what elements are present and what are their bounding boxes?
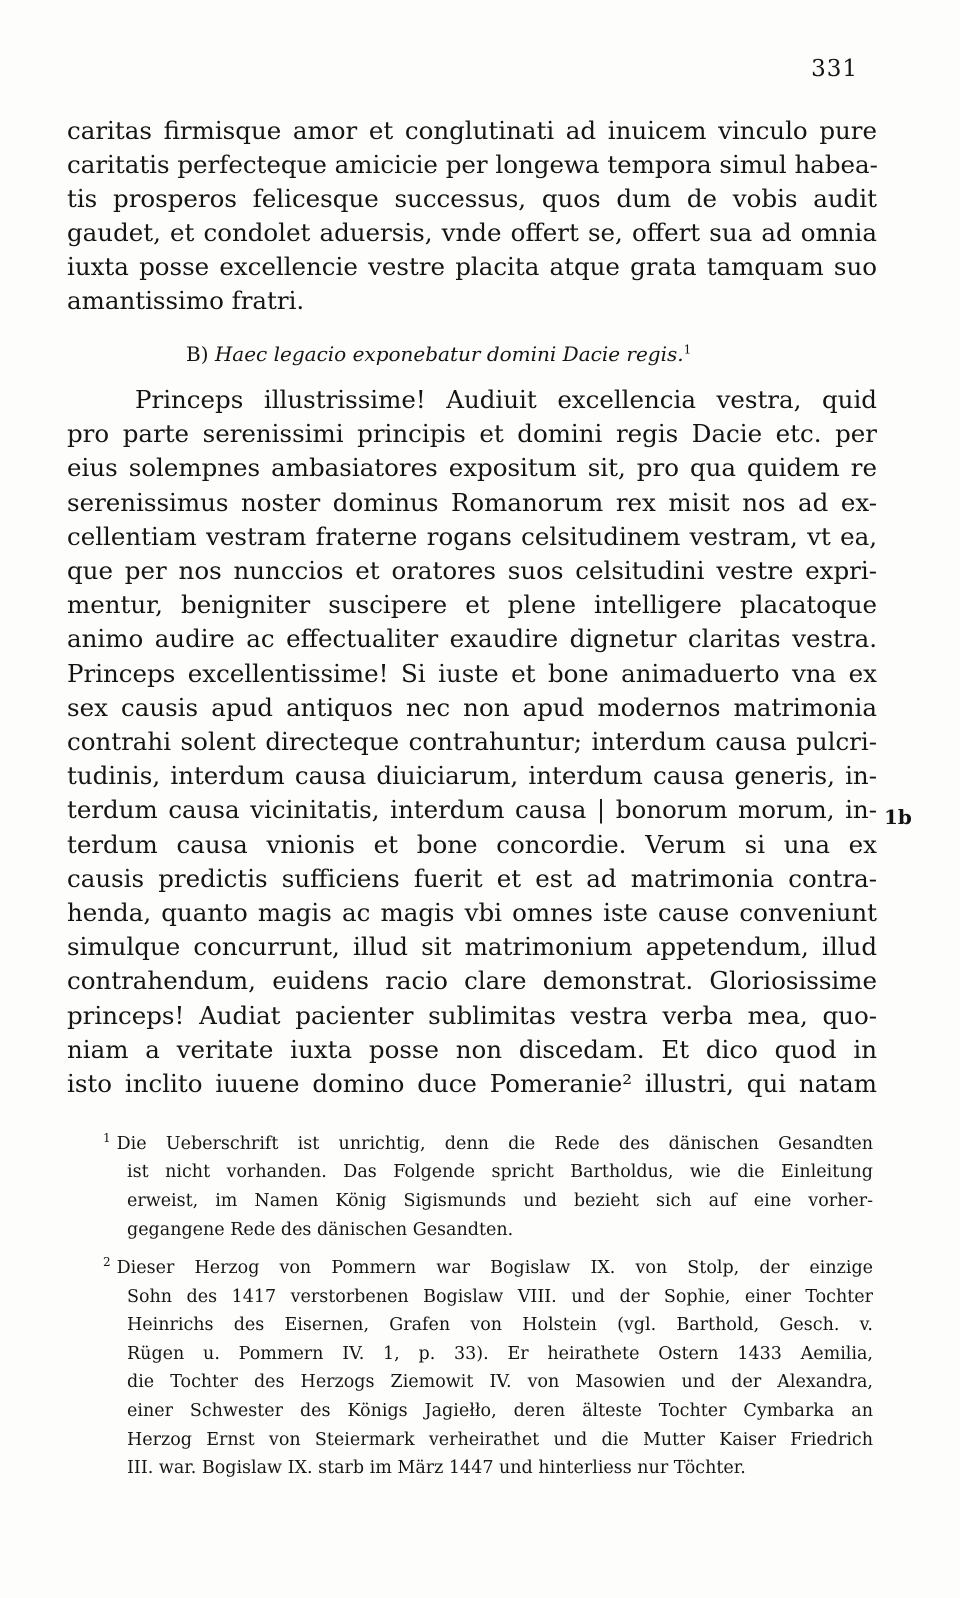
footnote-line: erweist, im Namen König Sigismunds und bezieht sich auf eine vorher- bbox=[127, 1191, 873, 1212]
text-line: mentur, benigniter suscipere et plene intelligere placatoque bbox=[67, 590, 877, 620]
text-line: cellentiam vestram fraterne rogans celsitudinem vestram, vt ea, bbox=[67, 521, 877, 551]
footnote-line: einer Schwester des Königs Jagiełło, deren älteste Tochter Cymbarka an bbox=[127, 1401, 873, 1421]
text-line: amantissimo fratri. bbox=[67, 286, 305, 315]
text-line: contrahi solent directeque contrahuntur; interdum causa pulcri- bbox=[67, 727, 877, 757]
text-line: pro parte serenissimi principis et domini regis Dacie etc. per bbox=[67, 419, 877, 449]
text-line: que per nos nunccios et oratores suos celsitudini vestre expri- bbox=[67, 556, 877, 586]
text-line: Princeps illustrissime! Audiuit excellencia vestra, quid bbox=[135, 385, 877, 414]
footnote-line: Rügen u. Pommern IV. 1, p. 33). Er heirathete Ostern 1433 Aemilia, bbox=[127, 1343, 873, 1364]
footnotes bbox=[103, 1124, 873, 1487]
text-line: causis predictis sufficiens fuerit et est ad matrimonia contra- bbox=[67, 863, 877, 893]
text-line: sex causis apud antiquos nec non apud modernos matrimonia bbox=[67, 692, 877, 722]
text-line: tudinis, interdum causa diuiciarum, interdum causa generis, in- bbox=[67, 761, 877, 791]
heading-footnote-mark: 1 bbox=[683, 342, 692, 357]
footnote-line bbox=[103, 1124, 873, 1158]
footnote-1 bbox=[103, 1124, 873, 1244]
text-line: tis prosperos felicesque successus, quos dum de vobis audit bbox=[67, 184, 877, 213]
text-line: niam a veritate iuxta posse non discedam. Et dico quod in bbox=[67, 1034, 877, 1064]
footnote-text: Dieser Herzog von Pommern war Bogislaw IX. von Stolp, der einzige bbox=[116, 1258, 873, 1279]
text-line: eius solempnes ambasiatores expositum sit, pro qua quidem re bbox=[67, 453, 877, 483]
text-line: caritas firmisque amor et conglutinati ad inuicem vinculo pure bbox=[67, 116, 877, 145]
text-line: iuxta posse excellencie vestre placita atque grata tamquam suo bbox=[67, 252, 877, 281]
text-line: terdum causa vnionis et bone concordie. Verum si una ex bbox=[67, 829, 877, 859]
footnote-text: Die Ueberschrift ist unrichtig, denn die Rede des dänischen Gesandten bbox=[116, 1133, 873, 1154]
footnote-line bbox=[103, 1248, 873, 1282]
footnote-line: Heinrichs des Eisernen, Grafen von Holstein (vgl. Barthold, Gesch. v. bbox=[127, 1315, 873, 1336]
footnote-mark: 2 bbox=[103, 1255, 111, 1270]
text-line: serenissimus noster dominus Romanorum rex misit nos ad ex- bbox=[67, 487, 877, 517]
text-line: princeps! Audiat pacienter sublimitas vestra verba mea, quo- bbox=[67, 1000, 877, 1030]
footnote-line: Herzog Ernst von Steiermark verheirathet und die Mutter Kaiser Friedrich bbox=[127, 1429, 873, 1450]
footnote-line: III. war. Bogislaw IX. starb im März 1447 und hinterliess nur Töchter. bbox=[127, 1458, 746, 1479]
text-line: animo audire ac effectualiter exaudire dignetur claritas vestra. bbox=[67, 624, 877, 654]
text-line: Princeps excellentissime! Si iuste et bone animaduerto vna ex bbox=[67, 658, 877, 688]
heading-title: Haec legacio exponebatur domini Dacie regis. bbox=[214, 342, 684, 366]
text-line: caritatis perfecteque amicicie per longewa tempora simul habea- bbox=[67, 150, 878, 179]
footnote-line: Sohn des 1417 verstorbenen Bogislaw VIII. und der Sophie, einer Tochter bbox=[127, 1286, 873, 1307]
footnote-mark: 1 bbox=[103, 1131, 111, 1145]
margin-note: 1b bbox=[884, 805, 912, 829]
paragraph-1 bbox=[67, 114, 877, 318]
footnote-line: gegangene Rede des dänischen Gesandten. bbox=[127, 1219, 514, 1240]
text-line: gaudet, et condolet aduersis, vnde offert se, offert sua ad omnia bbox=[67, 218, 877, 247]
text-line: contrahendum, euidens racio clare demonstrat. Gloriosissime bbox=[67, 966, 877, 996]
heading-prefix: B) bbox=[186, 342, 209, 366]
page-number: 331 bbox=[811, 56, 858, 82]
text-line: simulque concurrunt, illud sit matrimonium appetendum, illud bbox=[67, 932, 877, 962]
text-line: henda, quanto magis ac magis vbi omnes iste cause conveniunt bbox=[67, 898, 877, 928]
footnote-line: ist nicht vorhanden. Das Folgende spricht Bartholdus, wie die Einleitung bbox=[127, 1162, 873, 1183]
footnote-2 bbox=[103, 1248, 873, 1483]
paragraph-2 bbox=[67, 383, 877, 1101]
text-line: isto inclito iuuene domino duce Pomeranie² illustri, qui natam bbox=[67, 1069, 877, 1099]
footnote-line: die Tochter des Herzogs Ziemowit IV. von Masowien und der Alexandra, bbox=[127, 1372, 873, 1393]
section-heading bbox=[186, 342, 806, 366]
text-line: terdum causa vicinitatis, interdum causa | bonorum morum, in- bbox=[67, 795, 877, 825]
